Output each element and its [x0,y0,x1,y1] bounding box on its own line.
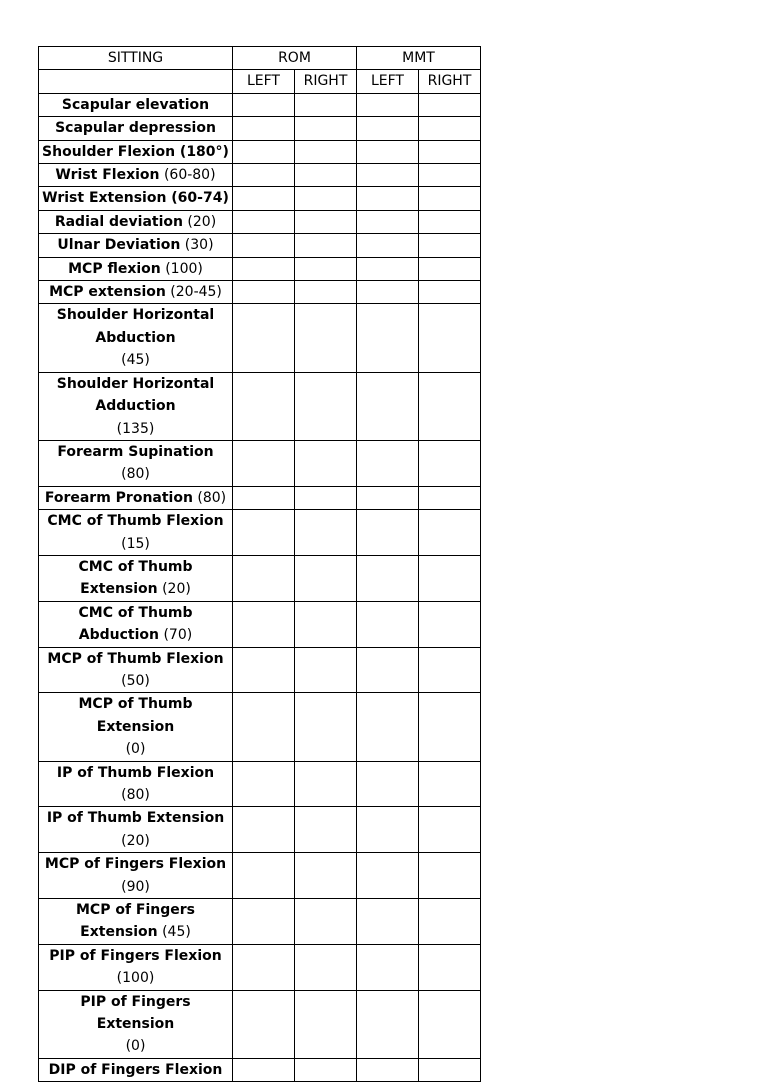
mmt-right-cell[interactable] [419,140,481,163]
normal-range: (0) [125,1038,146,1055]
mmt-left-cell[interactable] [357,601,419,647]
rom-right-cell[interactable] [295,372,357,440]
movement-label-line [41,510,230,532]
position-header: SITTING [39,47,233,70]
movement-label-line [41,670,230,692]
mmt-left-cell[interactable] [357,1058,419,1081]
table-row [39,372,481,440]
movement-label-line [41,373,230,395]
movement-label [39,601,233,647]
rom-right-cell[interactable] [295,187,357,210]
normal-range: (135) [116,420,155,437]
normal-range: (80) [192,489,227,506]
movement-label-line [41,327,230,349]
movement-label [39,990,233,1058]
movement-name: DIP of Fingers Flexion [48,1061,223,1078]
mmt-right-cell[interactable] [419,555,481,601]
movement-name: MCP of Thumb Extension [78,696,193,735]
mmt-right-cell[interactable] [419,761,481,807]
rom-right-cell[interactable] [295,234,357,257]
movement-name: MCP of Fingers Flexion [44,856,227,873]
rom-left-cell[interactable] [233,93,295,116]
rom-left-cell[interactable] [233,647,295,693]
movement-label [39,555,233,601]
table-row [39,304,481,372]
mmt-right-cell[interactable] [419,304,481,372]
normal-range: (30) [180,237,214,254]
movement-name: Scapular depression [55,120,216,137]
rom-right-cell[interactable] [295,486,357,509]
movement-label [39,93,233,116]
rom-left-cell[interactable] [233,693,295,761]
rom-header: ROM [233,47,357,70]
rom-left-cell[interactable] [233,555,295,601]
movement-label-line [41,624,230,646]
movement-name: PIP of Fingers Flexion [49,947,222,964]
mmt-right-cell[interactable] [419,601,481,647]
rom-right-cell[interactable] [295,440,357,486]
movement-label [39,117,233,140]
mmt-right-cell[interactable] [419,440,481,486]
rom-right-cell[interactable] [295,257,357,280]
mmt-right-cell[interactable] [419,693,481,761]
movement-label [39,164,233,187]
movement-name: Shoulder Flexion (180°) [42,143,229,160]
movement-label [39,234,233,257]
movement-name: Shoulder Horizontal [56,375,215,392]
table-row [39,93,481,116]
movement-label-line [41,876,230,898]
rom-right-cell[interactable] [295,1058,357,1081]
rom-left-cell[interactable] [233,807,295,853]
mmt-right-cell[interactable] [419,944,481,990]
rom-right-cell[interactable] [295,944,357,990]
mmt-right-cell[interactable] [419,281,481,304]
movement-name: PIP of Fingers Extension [80,993,191,1033]
rom-mmt-table [38,46,481,1082]
movement-label-line [41,807,230,829]
movement-label-line [41,94,230,116]
mmt-right-cell[interactable] [419,1058,481,1081]
movement-label [39,807,233,853]
movement-name: Wrist Extension (60-74) [42,190,229,207]
movement-label-line [41,211,230,233]
movement-name: Radial deviation [54,213,183,230]
mmt-left-cell[interactable] [357,990,419,1058]
table-row [39,486,481,509]
movement-name: Ulnar Deviation [57,237,181,254]
mmt-left-cell[interactable] [357,210,419,233]
table-row [39,990,481,1058]
table-row [39,693,481,761]
normal-range: (15) [121,535,150,552]
movement-label-line [41,693,230,738]
movement-label-line [41,1035,230,1057]
mmt-left-cell[interactable] [357,761,419,807]
mmt-left-cell[interactable] [357,510,419,556]
mmt-right-cell[interactable] [419,647,481,693]
rom-right-cell[interactable] [295,304,357,372]
table-row [39,807,481,853]
rom-right-cell[interactable] [295,693,357,761]
normal-range: (80) [121,787,150,803]
movement-label [39,140,233,163]
rom-left-cell[interactable] [233,140,295,163]
movement-label-line [41,602,230,624]
mmt-left-cell[interactable] [357,807,419,853]
mmt-left-cell[interactable] [357,555,419,601]
mmt-left-cell[interactable] [357,486,419,509]
table-row [39,601,481,647]
movement-name: Extension [80,581,158,598]
mmt-left-cell[interactable] [357,853,419,899]
normal-range: (45) [121,352,150,369]
movement-label-line [41,738,230,760]
movement-label-line [41,648,230,670]
mmt-right-cell[interactable] [419,93,481,116]
mmt-left-cell[interactable] [357,234,419,257]
table-row [39,647,481,693]
rom-left-cell[interactable] [233,164,295,187]
mmt-right-cell[interactable] [419,510,481,556]
movement-label [39,187,233,210]
rom-left-cell[interactable] [233,304,295,372]
mmt-left-cell[interactable] [357,93,419,116]
mmt-left-cell[interactable] [357,281,419,304]
mmt-left-cell[interactable] [357,372,419,440]
table-row [39,944,481,990]
rom-right-cell[interactable] [295,761,357,807]
rom-right-cell[interactable] [295,555,357,601]
table-row [39,440,481,486]
movement-name: Adduction [95,398,176,415]
normal-range: (45) [157,924,191,941]
movement-label-line [41,533,230,555]
rom-left-cell[interactable] [233,281,295,304]
table-row [39,140,481,163]
mmt-right-cell[interactable] [419,210,481,233]
mmt-right-cell[interactable] [419,117,481,140]
movement-label [39,486,233,509]
rom-left-cell[interactable] [233,234,295,257]
table-row [39,761,481,807]
movement-name: Forearm Supination [57,443,214,460]
movement-label-line [41,967,230,989]
normal-range: (20-45) [165,284,222,301]
movement-label-line [41,853,230,875]
normal-range: (20) [121,832,150,849]
movement-label [39,853,233,899]
movement-name: Shoulder Horizontal [56,307,215,324]
rom-left-cell[interactable] [233,899,295,945]
normal-range: (20) [157,581,191,598]
rom-left-cell[interactable] [233,486,295,509]
movement-name: Forearm Pronation [44,489,193,506]
movement-label [39,1058,233,1081]
rom-right-cell[interactable] [295,647,357,693]
mmt-right-cell[interactable] [419,899,481,945]
movement-label-line [41,899,230,921]
rom-left-cell[interactable] [233,187,295,210]
movement-label [39,210,233,233]
movement-label-line [41,830,230,852]
movement-label-line [41,164,230,186]
table-row [39,1058,481,1081]
movement-name: MCP of Thumb Flexion [47,650,224,667]
normal-range: (60-80) [159,167,216,184]
mmt-left-cell[interactable] [357,693,419,761]
normal-range: (0) [125,741,146,758]
mmt-left-cell[interactable] [357,117,419,140]
rom-left-cell[interactable] [233,601,295,647]
rom-right-cell[interactable] [295,210,357,233]
movement-label-line [41,762,230,807]
rom-left-cell[interactable] [233,944,295,990]
movement-label [39,899,233,945]
movement-name: CMC of Thumb Flexion [47,513,224,530]
movement-label-line [41,991,230,1036]
normal-range: (20) [182,213,217,230]
movement-name: MCP extension [49,284,166,301]
movement-label [39,440,233,486]
mmt-left-cell[interactable] [357,164,419,187]
movement-label-line [41,487,230,509]
mmt-left-cell[interactable] [357,140,419,163]
movement-name: IP of Thumb Flexion [56,764,215,781]
table-row [39,117,481,140]
mmt-left-cell[interactable] [357,440,419,486]
rom-left-cell[interactable] [233,210,295,233]
rom-right-header: RIGHT [295,70,357,93]
table-row [39,510,481,556]
mmt-header: MMT [357,47,481,70]
mmt-right-cell[interactable] [419,187,481,210]
movement-label-line [41,349,230,371]
table-row [39,210,481,233]
mmt-left-cell[interactable] [357,899,419,945]
movement-label-line [41,187,230,209]
movement-label [39,761,233,807]
movement-label-line [41,578,230,600]
mmt-left-cell[interactable] [357,944,419,990]
rom-right-cell[interactable] [295,601,357,647]
movement-name: MCP of Fingers [75,902,195,919]
normal-range: (50) [121,672,150,689]
movement-label [39,281,233,304]
table-row [39,853,481,899]
mmt-right-cell[interactable] [419,853,481,899]
rom-right-cell[interactable] [295,807,357,853]
movement-name: CMC of Thumb [78,604,193,621]
movement-name: MCP flexion [68,260,161,277]
rom-right-cell[interactable] [295,853,357,899]
mmt-left-header: LEFT [357,70,419,93]
movement-label-line [41,418,230,440]
rom-left-cell[interactable] [233,117,295,140]
movement-label [39,693,233,761]
mmt-left-cell[interactable] [357,257,419,280]
rom-right-cell[interactable] [295,990,357,1058]
rom-right-cell[interactable] [295,281,357,304]
movement-label-line [41,141,230,163]
mmt-left-cell[interactable] [357,647,419,693]
movement-label-line [41,258,230,280]
movement-label-line [41,281,230,303]
movement-name: Abduction [78,627,160,644]
rom-left-cell[interactable] [233,372,295,440]
table-row [39,164,481,187]
movement-label-line [41,441,230,486]
movement-label [39,510,233,556]
normal-range: (100) [116,970,155,987]
movement-label [39,944,233,990]
movement-name: CMC of Thumb [78,558,193,575]
movement-name: Extension [80,924,158,941]
mmt-left-cell[interactable] [357,304,419,372]
mmt-right-cell[interactable] [419,486,481,509]
rom-right-cell[interactable] [295,140,357,163]
rom-left-header: LEFT [233,70,295,93]
table-row [39,234,481,257]
rom-right-cell[interactable] [295,899,357,945]
table-row [39,281,481,304]
table-row [39,899,481,945]
movement-label [39,647,233,693]
normal-range: (100) [160,260,203,277]
movement-name: Scapular elevation [61,96,210,113]
table-row [39,555,481,601]
table-row [39,187,481,210]
movement-label [39,372,233,440]
rom-left-cell[interactable] [233,761,295,807]
side-header-blank [39,70,233,93]
movement-name: Abduction [95,329,176,346]
movement-label-line [41,921,230,943]
mmt-right-cell[interactable] [419,990,481,1058]
movement-label [39,257,233,280]
rom-right-cell[interactable] [295,510,357,556]
rom-left-cell[interactable] [233,1058,295,1081]
rom-left-cell[interactable] [233,440,295,486]
mmt-right-header: RIGHT [419,70,481,93]
mmt-right-cell[interactable] [419,807,481,853]
movement-name: IP of Thumb Extension [46,810,225,827]
rom-right-cell[interactable] [295,93,357,116]
rom-right-cell[interactable] [295,164,357,187]
rom-left-cell[interactable] [233,853,295,899]
mmt-right-cell[interactable] [419,234,481,257]
rom-left-cell[interactable] [233,510,295,556]
movement-label-line [41,1059,230,1081]
mmt-left-cell[interactable] [357,187,419,210]
table-row [39,257,481,280]
movement-label [39,304,233,372]
movement-label-line [41,945,230,967]
movement-label-line [41,117,230,139]
normal-range: (70) [159,627,193,644]
table-body [39,47,481,1082]
mmt-right-cell[interactable] [419,257,481,280]
normal-range: (90) [121,878,150,895]
mmt-right-cell[interactable] [419,164,481,187]
movement-label-line [41,304,230,326]
header-row [39,47,481,70]
movement-label-line [41,234,230,256]
mmt-right-cell[interactable] [419,372,481,440]
rom-right-cell[interactable] [295,117,357,140]
side-header-row [39,70,481,93]
rom-left-cell[interactable] [233,257,295,280]
rom-left-cell[interactable] [233,990,295,1058]
movement-label-line [41,395,230,417]
normal-range: (80) [121,466,150,483]
movement-label-line [41,556,230,578]
movement-name: Wrist Flexion [55,167,160,184]
